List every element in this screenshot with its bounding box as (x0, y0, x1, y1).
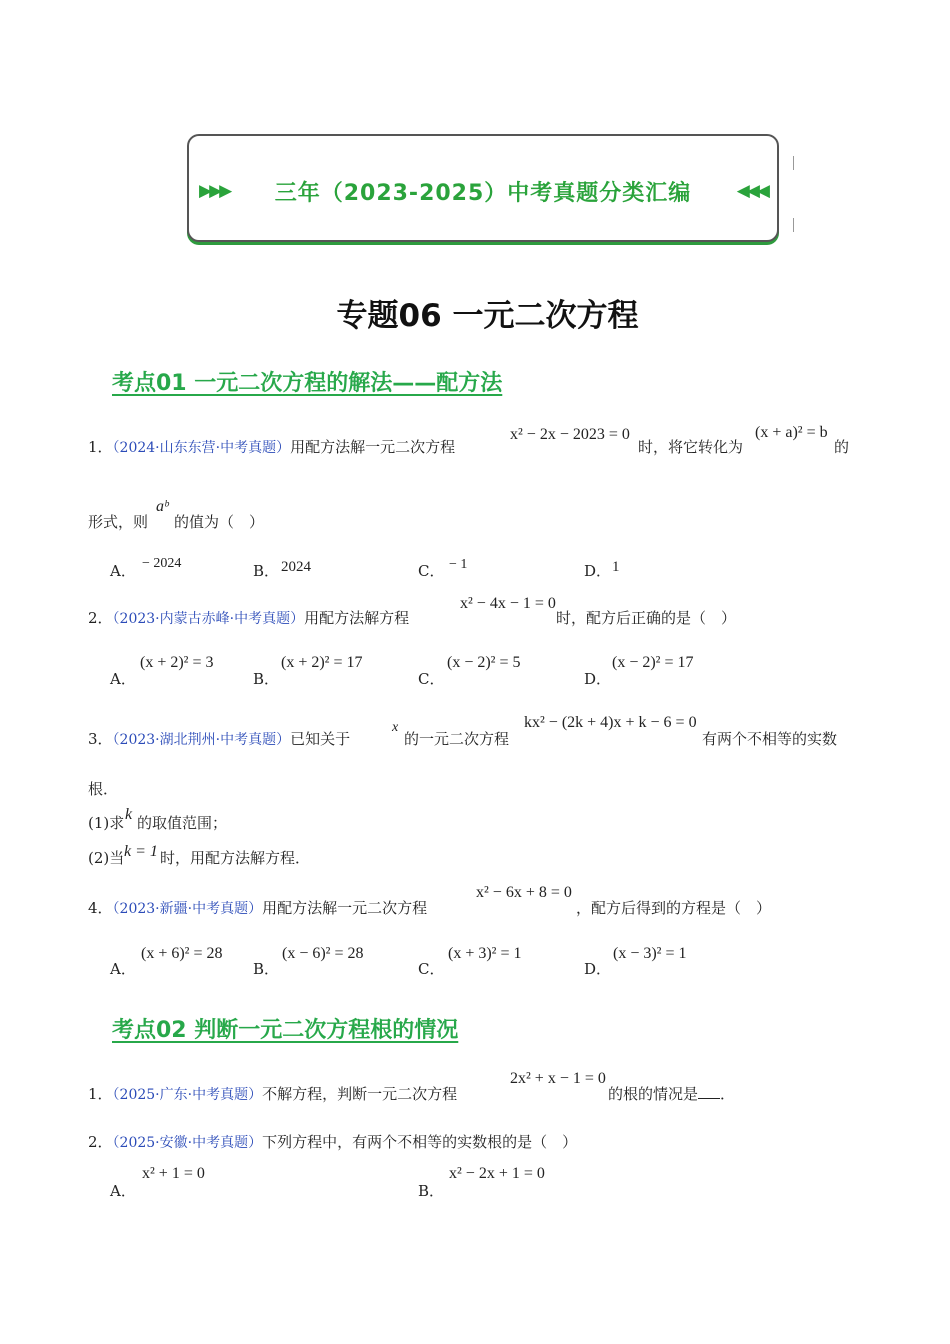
question-number: 1． (88, 438, 113, 456)
option-label: C． (418, 670, 445, 688)
variable: x (392, 720, 399, 735)
option-value: (x − 6)² = 28 (282, 945, 364, 962)
question-blank-line (608, 1083, 735, 1104)
question-source: （2024·山东东营·中考真题） (112, 440, 291, 456)
option-value: − 2024 (142, 556, 182, 571)
sub-question-text: (2)当 (88, 849, 125, 867)
option-value: (x + 2)² = 3 (140, 654, 214, 671)
question-text: 时，将它转化为 (638, 438, 744, 456)
question-text: 的 (834, 438, 850, 456)
question-text: 的一元二次方程 (404, 730, 510, 748)
left-arrows-icon: ◀◀◀ (736, 181, 767, 201)
header-banner (187, 134, 779, 242)
option-label: A． (110, 562, 136, 580)
option-label: B． (418, 1182, 445, 1200)
right-arrows-icon: ▶▶▶ (199, 181, 230, 201)
question-text: 时，配方后正确的是（ ） (556, 609, 737, 627)
sub-question-text: 时，用配方法解方程． (160, 849, 311, 867)
question-source: （2023·内蒙古赤峰·中考真题） (112, 611, 305, 627)
option-value: 1 (612, 559, 620, 575)
question-2 (88, 607, 409, 628)
option-label: A． (110, 960, 136, 978)
banner-title: 三年（2023-2025）中考真题分类汇编 (274, 180, 692, 206)
option-label: B． (253, 670, 280, 688)
option-value: x² − 2x + 1 = 0 (449, 1165, 545, 1182)
equation: 2x² + x − 1 = 0 (510, 1070, 606, 1087)
question-text: 的根的情况是 (608, 1085, 699, 1103)
question-number: 1． (88, 1085, 113, 1103)
option-value: (x − 3)² = 1 (613, 945, 687, 962)
expression: aᵇ (156, 498, 169, 515)
option-value: (x + 3)² = 1 (448, 945, 522, 962)
option-label: B． (253, 562, 280, 580)
equation: x² − 4x − 1 = 0 (460, 595, 556, 612)
option-label: A． (110, 670, 136, 688)
question-text: 用配方法解一元二次方程 (290, 438, 456, 456)
option-value: − 1 (449, 557, 468, 572)
equation: x² − 2x − 2023 = 0 (510, 426, 630, 443)
question-text: 形式，则 (88, 513, 149, 531)
question-2 (88, 1131, 577, 1152)
sub-question-1 (88, 812, 124, 833)
equation: x² − 6x + 8 = 0 (476, 884, 572, 901)
equation: kx² − (2k + 4)x + k − 6 = 0 (524, 714, 697, 731)
question-3 (88, 728, 350, 749)
page-title: 专题06 一元二次方程 (336, 298, 639, 334)
question-text: 下列方程中，有两个不相等的实数根的是（ ） (262, 1133, 578, 1151)
question-text: 已知关于 (290, 730, 351, 748)
equation: k = 1 (124, 843, 158, 860)
sub-question-text: 的取值范围； (137, 814, 228, 832)
question-text: ． (720, 1085, 736, 1103)
option-label: B． (253, 960, 280, 978)
option-label: D． (584, 562, 612, 580)
option-label: D． (584, 960, 612, 978)
edge-mark (793, 156, 794, 170)
question-text: 的值为（ ） (174, 513, 265, 531)
option-label: C． (418, 562, 445, 580)
option-value: (x + 6)² = 28 (141, 945, 223, 962)
question-number: 2． (88, 1133, 113, 1151)
question-1 (88, 1083, 457, 1104)
question-source: （2023·湖北荆州·中考真题） (112, 732, 291, 748)
option-label: D． (584, 670, 612, 688)
option-value: (x − 2)² = 17 (612, 654, 694, 671)
question-text: 不解方程，判断一元二次方程 (262, 1085, 458, 1103)
option-value: (x + 2)² = 17 (281, 654, 363, 671)
question-number: 2． (88, 609, 113, 627)
question-number: 3． (88, 730, 113, 748)
section-heading: 考点02 判断一元二次方程根的情况 (112, 1018, 459, 1043)
option-label: A． (110, 1182, 136, 1200)
question-4 (88, 897, 427, 918)
question-number: 4． (88, 899, 113, 917)
question-source: （2023·新疆·中考真题） (112, 901, 263, 917)
question-text: 根． (88, 780, 119, 798)
question-text: 用配方法解一元二次方程 (262, 899, 428, 917)
option-label: C． (418, 960, 445, 978)
question-text: 有两个不相等的实数 (702, 730, 838, 748)
question-text: ，配方后得到的方程是（ ） (576, 899, 772, 917)
question-1 (88, 436, 455, 457)
option-value: x² + 1 = 0 (142, 1165, 205, 1182)
option-value: (x − 2)² = 5 (447, 654, 521, 671)
equation: (x + a)² = b (755, 424, 828, 441)
sub-question-2 (88, 847, 124, 868)
edge-mark (793, 218, 794, 232)
variable: k (125, 806, 133, 823)
sub-question-text: (1)求 (88, 814, 125, 832)
question-source: （2025·安徽·中考真题） (112, 1135, 263, 1151)
answer-blank[interactable] (698, 1098, 720, 1099)
option-value: 2024 (281, 559, 311, 575)
section-heading: 考点01 一元二次方程的解法——配方法 (112, 371, 503, 396)
question-text: 用配方法解方程 (304, 609, 410, 627)
question-source: （2025·广东·中考真题） (112, 1087, 263, 1103)
